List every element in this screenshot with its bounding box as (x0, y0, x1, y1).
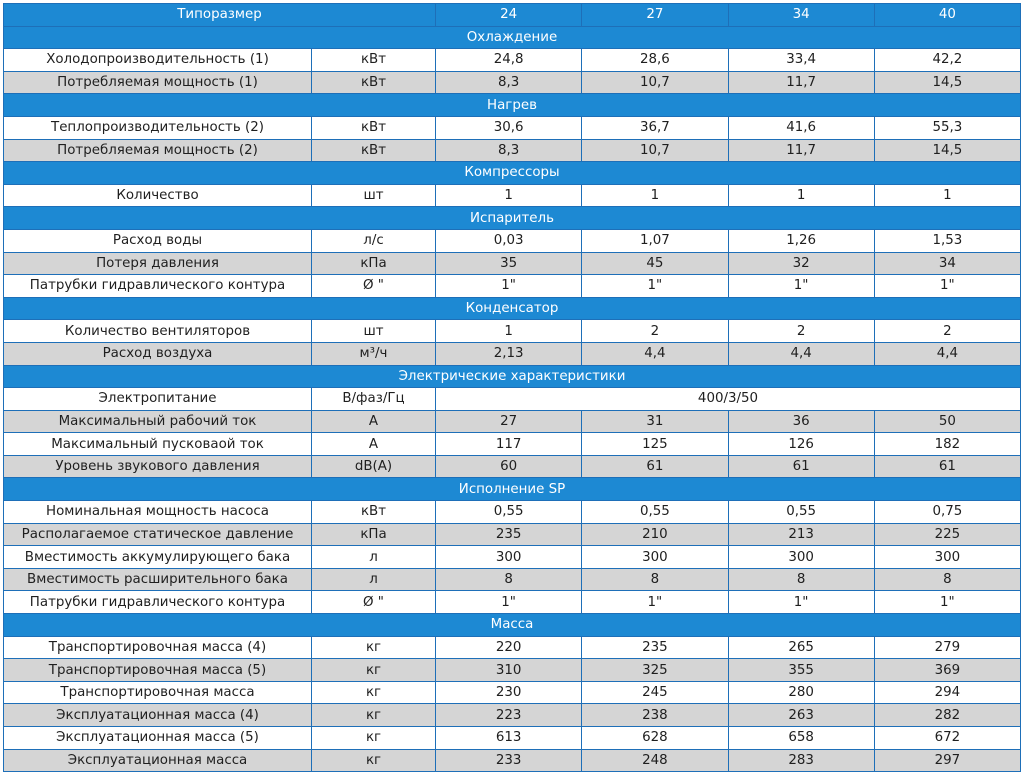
parameter-value: 1" (436, 275, 582, 298)
parameter-value: 235 (582, 636, 728, 659)
parameter-value: 294 (874, 681, 1020, 704)
parameter-value: 1 (436, 320, 582, 343)
parameter-name: Максимальный пусковаой ток (4, 433, 312, 456)
table-row (4, 704, 1021, 727)
parameter-value: 11,7 (728, 71, 874, 94)
parameter-name: Потребляемая мощность (2) (4, 139, 312, 162)
parameter-name: Транспортировочная масса (4, 681, 312, 704)
parameter-value: 245 (582, 681, 728, 704)
table-row (4, 636, 1021, 659)
parameter-value: 300 (582, 546, 728, 569)
parameter-name: Вместимость расширительного бака (4, 568, 312, 591)
spec-table (3, 3, 1021, 772)
parameter-name: Вместимость аккумулирующего бака (4, 546, 312, 569)
parameter-value: 126 (728, 433, 874, 456)
parameter-name: Количество вентиляторов (4, 320, 312, 343)
table-row (4, 659, 1021, 682)
parameter-name: Потеря давления (4, 252, 312, 275)
table-row (4, 116, 1021, 139)
parameter-value: 8,3 (436, 139, 582, 162)
parameter-value: 1" (582, 275, 728, 298)
parameter-value: 1" (728, 275, 874, 298)
parameter-name: Эксплуатационная масса (5) (4, 727, 312, 750)
section-title: Масса (4, 614, 1021, 637)
parameter-value: 213 (728, 523, 874, 546)
parameter-value: 1 (582, 184, 728, 207)
parameter-unit: м³/ч (312, 342, 436, 365)
parameter-value: 263 (728, 704, 874, 727)
table-row (4, 568, 1021, 591)
parameter-name: Номинальная мощность насоса (4, 501, 312, 524)
section-header-row (4, 162, 1021, 185)
section-header-row (4, 26, 1021, 49)
parameter-unit: кг (312, 727, 436, 750)
parameter-value: 45 (582, 252, 728, 275)
parameter-value: 30,6 (436, 116, 582, 139)
section-title: Нагрев (4, 94, 1021, 117)
parameter-value: 1" (874, 591, 1020, 614)
parameter-unit: л (312, 546, 436, 569)
parameter-value: 41,6 (728, 116, 874, 139)
parameter-value: 36 (728, 410, 874, 433)
parameter-value: 282 (874, 704, 1020, 727)
parameter-value: 117 (436, 433, 582, 456)
parameter-value: 0,55 (582, 501, 728, 524)
parameter-value: 8 (582, 568, 728, 591)
parameter-unit: л/с (312, 229, 436, 252)
parameter-value: 658 (728, 727, 874, 750)
parameter-value: 24,8 (436, 49, 582, 72)
parameter-value: 4,4 (728, 342, 874, 365)
table-row (4, 501, 1021, 524)
table-row (4, 455, 1021, 478)
parameter-value: 265 (728, 636, 874, 659)
parameter-value-merged: 400/3/50 (436, 388, 1021, 411)
table-row (4, 388, 1021, 411)
parameter-value: 230 (436, 681, 582, 704)
table-row (4, 320, 1021, 343)
table-row (4, 546, 1021, 569)
parameter-name: Расход воздуха (4, 342, 312, 365)
parameter-name: Располагаемое статическое давление (4, 523, 312, 546)
parameter-unit: А (312, 433, 436, 456)
parameter-unit: кг (312, 681, 436, 704)
parameter-value: 10,7 (582, 139, 728, 162)
table-row (4, 252, 1021, 275)
parameter-value: 61 (728, 455, 874, 478)
section-title: Испаритель (4, 207, 1021, 230)
parameter-value: 4,4 (582, 342, 728, 365)
parameter-unit: кВт (312, 49, 436, 72)
parameter-name: Уровень звукового давления (4, 455, 312, 478)
parameter-unit: шт (312, 320, 436, 343)
parameter-value: 2,13 (436, 342, 582, 365)
parameter-unit: кВт (312, 116, 436, 139)
parameter-value: 31 (582, 410, 728, 433)
parameter-value: 297 (874, 749, 1020, 772)
parameter-value: 280 (728, 681, 874, 704)
parameter-name: Патрубки гидравлического контура (4, 591, 312, 614)
table-row (4, 433, 1021, 456)
parameter-value: 55,3 (874, 116, 1020, 139)
parameter-value: 225 (874, 523, 1020, 546)
parameter-unit: А (312, 410, 436, 433)
parameter-value: 672 (874, 727, 1020, 750)
parameter-unit: кВт (312, 71, 436, 94)
section-header-row (4, 297, 1021, 320)
table-row (4, 71, 1021, 94)
parameter-value: 310 (436, 659, 582, 682)
parameter-value: 35 (436, 252, 582, 275)
parameter-value: 0,55 (436, 501, 582, 524)
parameter-value: 628 (582, 727, 728, 750)
parameter-value: 8 (728, 568, 874, 591)
parameter-value: 220 (436, 636, 582, 659)
parameter-unit: кВт (312, 501, 436, 524)
parameter-value: 0,55 (728, 501, 874, 524)
parameter-value: 33,4 (728, 49, 874, 72)
section-title: Конденсатор (4, 297, 1021, 320)
parameter-name: Максимальный рабочий ток (4, 410, 312, 433)
parameter-value: 325 (582, 659, 728, 682)
parameter-value: 223 (436, 704, 582, 727)
parameter-value: 32 (728, 252, 874, 275)
parameter-value: 1,07 (582, 229, 728, 252)
parameter-value: 1" (874, 275, 1020, 298)
parameter-value: 1" (728, 591, 874, 614)
table-row (4, 342, 1021, 365)
table-row (4, 523, 1021, 546)
header-row (4, 4, 1021, 27)
parameter-name: Потребляемая мощность (1) (4, 71, 312, 94)
parameter-value: 8 (436, 568, 582, 591)
parameter-value: 0,75 (874, 501, 1020, 524)
parameter-unit: кг (312, 749, 436, 772)
parameter-name: Теплопроизводительность (2) (4, 116, 312, 139)
table-row (4, 275, 1021, 298)
parameter-value: 8,3 (436, 71, 582, 94)
table-row (4, 681, 1021, 704)
parameter-value: 60 (436, 455, 582, 478)
parameter-name: Расход воды (4, 229, 312, 252)
parameter-unit: шт (312, 184, 436, 207)
table-row (4, 184, 1021, 207)
parameter-value: 27 (436, 410, 582, 433)
parameter-value: 61 (874, 455, 1020, 478)
parameter-value: 14,5 (874, 71, 1020, 94)
parameter-value: 11,7 (728, 139, 874, 162)
header-size: 24 (436, 4, 582, 27)
parameter-name: Патрубки гидравлического контура (4, 275, 312, 298)
section-title: Исполнение SP (4, 478, 1021, 501)
parameter-unit: кВт (312, 139, 436, 162)
parameter-value: 238 (582, 704, 728, 727)
parameter-value: 210 (582, 523, 728, 546)
parameter-unit: кПа (312, 523, 436, 546)
section-header-row (4, 365, 1021, 388)
table-row (4, 229, 1021, 252)
parameter-name: Эксплуатационная масса (4, 749, 312, 772)
parameter-value: 1,26 (728, 229, 874, 252)
parameter-value: 4,4 (874, 342, 1020, 365)
parameter-value: 61 (582, 455, 728, 478)
parameter-value: 2 (582, 320, 728, 343)
spec-table-container (3, 3, 1020, 772)
table-row (4, 727, 1021, 750)
table-row (4, 49, 1021, 72)
parameter-value: 182 (874, 433, 1020, 456)
parameter-value: 233 (436, 749, 582, 772)
parameter-unit: Ø " (312, 275, 436, 298)
parameter-value: 28,6 (582, 49, 728, 72)
parameter-value: 369 (874, 659, 1020, 682)
parameter-value: 2 (728, 320, 874, 343)
parameter-value: 283 (728, 749, 874, 772)
parameter-value: 1,53 (874, 229, 1020, 252)
parameter-value: 1" (436, 591, 582, 614)
parameter-value: 125 (582, 433, 728, 456)
parameter-value: 300 (728, 546, 874, 569)
parameter-value: 279 (874, 636, 1020, 659)
table-row (4, 591, 1021, 614)
parameter-unit: кг (312, 704, 436, 727)
parameter-unit: л (312, 568, 436, 591)
parameter-value: 42,2 (874, 49, 1020, 72)
parameter-value: 1 (728, 184, 874, 207)
parameter-name: Эксплуатационная масса (4) (4, 704, 312, 727)
parameter-name: Холодопроизводительность (1) (4, 49, 312, 72)
section-header-row (4, 94, 1021, 117)
spec-body (4, 26, 1021, 772)
parameter-unit: dB(A) (312, 455, 436, 478)
table-row (4, 749, 1021, 772)
parameter-name: Транспортировочная масса (4) (4, 636, 312, 659)
section-title: Электрические характеристики (4, 365, 1021, 388)
parameter-value: 10,7 (582, 71, 728, 94)
parameter-name: Транспортировочная масса (5) (4, 659, 312, 682)
parameter-value: 2 (874, 320, 1020, 343)
parameter-name: Количество (4, 184, 312, 207)
parameter-value: 300 (436, 546, 582, 569)
section-header-row (4, 207, 1021, 230)
table-row (4, 139, 1021, 162)
section-title: Компрессоры (4, 162, 1021, 185)
header-size: 40 (874, 4, 1020, 27)
parameter-value: 248 (582, 749, 728, 772)
parameter-value: 235 (436, 523, 582, 546)
parameter-value: 1" (582, 591, 728, 614)
parameter-value: 0,03 (436, 229, 582, 252)
section-header-row (4, 614, 1021, 637)
parameter-unit: кПа (312, 252, 436, 275)
parameter-value: 355 (728, 659, 874, 682)
table-row (4, 410, 1021, 433)
section-title: Охлаждение (4, 26, 1021, 49)
parameter-value: 34 (874, 252, 1020, 275)
parameter-value: 300 (874, 546, 1020, 569)
parameter-value: 1 (874, 184, 1020, 207)
parameter-value: 613 (436, 727, 582, 750)
parameter-unit: В/фаз/Гц (312, 388, 436, 411)
header-size: 34 (728, 4, 874, 27)
header-size: 27 (582, 4, 728, 27)
parameter-unit: Ø " (312, 591, 436, 614)
parameter-value: 1 (436, 184, 582, 207)
parameter-unit: кг (312, 659, 436, 682)
section-header-row (4, 478, 1021, 501)
parameter-value: 36,7 (582, 116, 728, 139)
parameter-value: 14,5 (874, 139, 1020, 162)
parameter-value: 50 (874, 410, 1020, 433)
parameter-value: 8 (874, 568, 1020, 591)
parameter-name: Электропитание (4, 388, 312, 411)
parameter-unit: кг (312, 636, 436, 659)
header-label: Типоразмер (4, 4, 436, 27)
